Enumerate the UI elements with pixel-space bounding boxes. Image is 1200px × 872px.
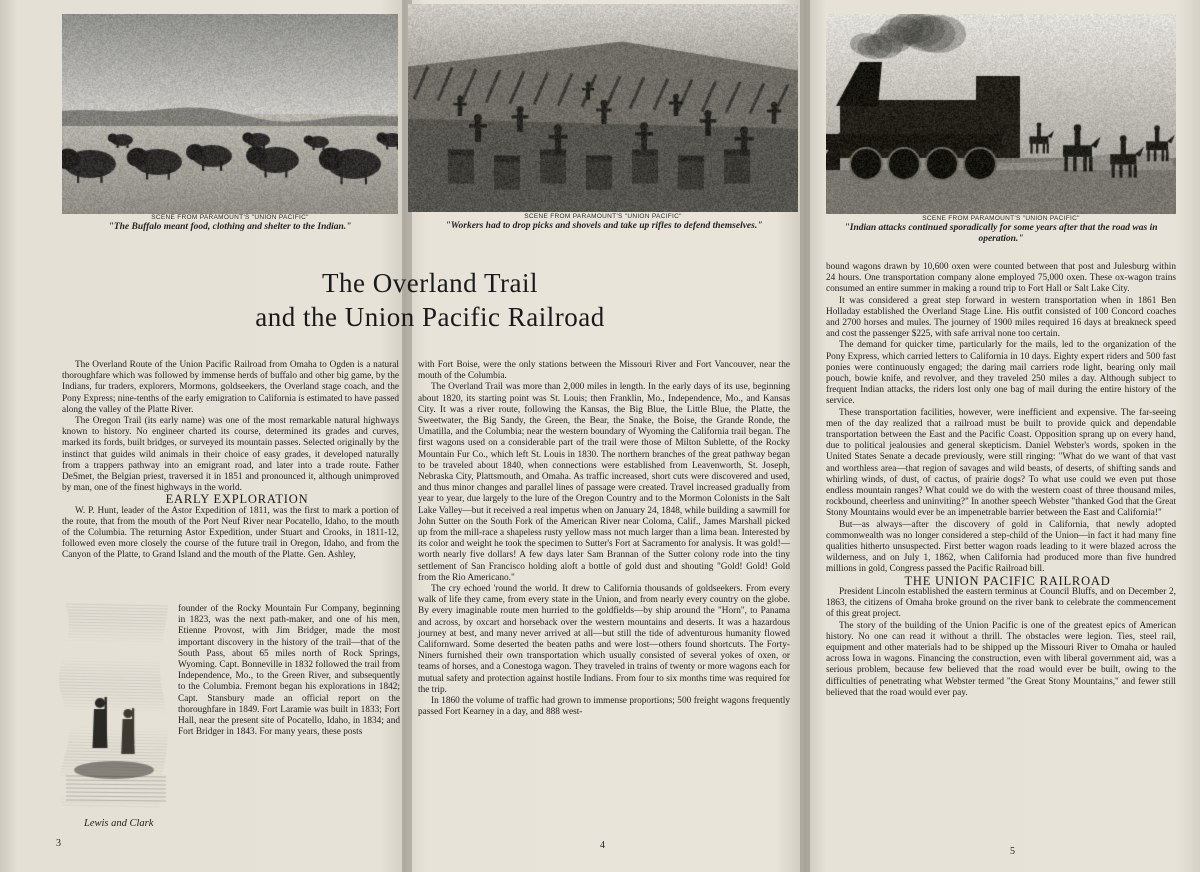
column-right xyxy=(826,262,1176,699)
buffalo-photo-caption: "The Buffalo meant food, clothing and shelter to the Indian." xyxy=(108,222,352,232)
paragraph: It was considered a great step forward in western transportation when in 1861 Ben Holladay established the Overland Stage Line. His outfit consisted of 100 Concord coaches and 2700 horses and mules. The journey of 1900 miles required 16 days at breakneck speed and cost the passenger $225, with safe arrival none too certain. xyxy=(826,295,1176,340)
paragraph: The Oregon Trail (its early name) was one of the most remarkable natural highways known to history. No engineer charted its course, determined its grades and curves, marked its fords, built bridges, or surveyed its mountain passes. Selected originally by the instinct that guides wild animals in their choice of easy grades, it developed naturally from a trappers pathway into an emigrant road, and later into a trade route. Father DeSmet, the Belgian priest, traversed it in 1851 and pronounced it, although unimproved by man, one of the finest highways in the world. xyxy=(62,416,399,494)
folio-right: 5 xyxy=(1010,846,1015,857)
paragraph: W. P. Hunt, leader of the Astor Expedition of 1811, was the first to mark a portion of the route, that from the mouth of the Port Neuf River near Pocatello, Idaho, to the mouth of the Columbia. The returning Astor Expedition, under Stuart and Crooks, in 1811-12, followed even more closely the course of the future trail in Oregon, Idaho, and from the Canyon of the Platte, to Grand Island and the mouth of the Platte. Gen. Ashley, xyxy=(62,505,399,561)
buffalo-photo xyxy=(62,14,398,214)
paragraph: The demand for quicker time, particularly for the mails, led to the organization of the Pony Express, which carried letters to California in 10 days. Eighty expert riders and 500 fast ponies were continuously engaged; the daring mail carriers rode light, bearing only mail pouch, bowie knife, and revolver, and they traveled 250 miles a day. Although subject to frequent Indian attacks, the riders lost only one bag of mail during the entire history of the service. xyxy=(826,340,1176,407)
paragraph: founder of the Rocky Mountain Fur Company, beginning in 1823, was the next path-maker, and one of his men, Etienne Provost, with Jim Bridger, made the most important discovery in the history of the trail—that of the South Pass, about 65 miles north of Rock Springs, Wyoming. Capt. Bonneville in 1832 followed the trail from Independence, Mo., to the Green River, and subsequently to the Columbia. Fremont began his explorations in 1842; Capt. Stansbury made an official report on the thoroughfare in 1849. Fort Laramie was built in 1833; Fort Hall, near the present site of Pocatello, Idaho, in 1834; and Fort Bridger in 1843. For many years, these posts xyxy=(178,604,400,738)
lewis-and-clark-illustration xyxy=(56,598,174,816)
vignette-caption: Lewis and Clark xyxy=(84,818,154,829)
folio-middle: 4 xyxy=(600,840,605,851)
title-line-2: and the Union Pacific Railroad xyxy=(255,302,605,332)
article-title xyxy=(60,266,800,334)
workers-photo xyxy=(408,4,798,212)
column-left xyxy=(62,360,399,562)
paragraph: These transportation facilities, however, were inefficient and expensive. The far-seeing men of the day realized that a railroad must be built to provide quick and dependable transportation between the East and the Pacific Coast. Opposition sprang up on every hand, due to political jealousies and general skepticism. Daniel Webster's words, spoken in the United States Senate a decade previously, were still ringing: "What do we want of that vast and worthless area—that region of savages and wild beasts, of deserts, of shifting sands and whirling winds, of dust, of cactus, of prairie dogs? To what use could we even put those endless mountain ranges? What could we do with the western coast of three thousand miles, rockbound, cheerless and uninviting?" In another speech Webster "thanked God that the Great Stony Mountains would ever be an impenetrable barrier between the East and California!" xyxy=(826,407,1176,519)
folio-left: 3 xyxy=(56,838,61,849)
workers-photo-credit: SCENE FROM PARAMOUNT'S "UNION PACIFIC" xyxy=(524,213,682,220)
locomotive-photo-caption: "Indian attacks continued sporadically for some years after that the road was in operation." xyxy=(844,223,1158,244)
paragraph: bound wagons drawn by 10,600 oxen were counted between that post and Julesburg within 24 hours. One transportation company alone employed 75,000 oxen. These ox-wagon trains consumed an entire summer in making a round trip to Fort Hall or Salt Lake City. xyxy=(826,262,1176,295)
workers-photo-caption: "Workers had to drop picks and shovels and take up rifles to defend themselves." xyxy=(445,221,763,231)
column-left-wrap xyxy=(178,604,400,738)
paragraph: with Fort Boise, were the only stations between the Missouri River and Fort Vancouver, near the mouth of the Columbia. xyxy=(418,360,790,382)
title-line-1: The Overland Trail xyxy=(322,268,538,298)
paragraph: But—as always—after the discovery of gold in California, that newly adopted commonwealth was no longer considered a step-child of the Union—in fact it had many fine qualities hitherto unsuspected. First better wagon roads leading to it were blazed across the wilderness, and on July 1, 1862, when California had produced more than five hundred millions in gold, Congress passed the Pacific Railroad bill. xyxy=(826,519,1176,575)
paragraph: The cry echoed 'round the world. It drew to California thousands of goldseekers. From every walk of life they came, from every state in the Union, and from nearly every country on the globe. By every imaginable route men hurried to the goldfields—by ship around the "Horn", to Panama and across, by oxcart and horseback over the western mountains and deserts. It was a hazardous journey at best, and many never arrived at all—but still the tide of adventurous humanity flowed Californward. Some deserted the beaten paths and were lost—others found shortcuts. The Forty-Niners furnished their own transportation which usually consisted of several yokes of oxen, or teams of horses, and a Conestoga wagon. They traveled in trains of twenty or more wagons each for mutual safety and protection against hostile Indians. From four to six months time was required for the trip. xyxy=(418,584,790,695)
paragraph: President Lincoln established the eastern terminus at Council Bluffs, and on December 2, 1863, the citizens of Omaha broke ground on the river bank to celebrate the commencement of this great project. xyxy=(826,586,1176,620)
buffalo-photo-credit: SCENE FROM PARAMOUNT'S "UNION PACIFIC" xyxy=(151,214,309,221)
locomotive-photo xyxy=(826,14,1176,214)
paragraph: In 1860 the volume of traffic had grown to immense proportions; 500 freight wagons frequently passed Fort Kearney in a day, and 888 west- xyxy=(418,696,790,718)
paragraph: The Overland Trail was more than 2,000 miles in length. In the early days of its use, beginning about 1820, its starting point was St. Louis; then Franklin, Mo., Independence, Mo., and Kansas City. It was a river route, following the Kansas, the Big Blue, the Little Blue, the Platte, the Sweetwater, the Big Sandy, the Green, the Bear, the Snake, the Boise, the Grande Ronde, the Umatilla, and the Columbia; near the western boundary of Wyoming the California trail began. The first wagons used on a considerable part of the trail were those of Milton Sublette, of the Rocky Mountain Fur Co., which left St. Louis in 1830. The northern branches of the great pathway began to be traveled about 1840, when connections were established from Leavenworth, St. Joseph, Nebraska City, Plattsmouth, and Omaha. As traffic increased, short cuts were discovered and used, and thus minor changes and parallel lines of passage were created. Travel increased gradually from year to year, due largely to the lure of the Oregon Country and to the Mormon Colonists in the Salt Lake Valley—but it received a real impetus when on January 24, 1848, while building a sawmill for John Sutter on the South Fork of the American River near Coloma, Calif., James Marshall picked up from the mill-race a shapeless rusty yellow mass not much larger than a lima bean. Interested by its color and weight he took the specimen to Sutter's Fort at Sacramento for analysis. It was gold!—worth nearly five dollars! A few days later Sam Brannan of the Sutter colony rode into the tiny settlement of San Francisco holding aloft a bottle of gold dust and shouting "Gold! Gold! Gold from the Rio Americano." xyxy=(418,382,790,583)
section-heading-union-pacific-railroad: THE UNION PACIFIC RAILROAD xyxy=(904,573,1111,588)
column-middle xyxy=(418,360,790,719)
paragraph: The story of the building of the Union Pacific is one of the greatest epics of American history. No one can read it without a thrill. The obstacles were legion. Ties, steel rail, equipment and other materials had to be shipped up the Missouri River to Omaha or hauled across Iowa in wagons. Financing the construction, even with liberal government aid, was a serious problem, because few believed that the road would ever be built, owing to the difficulties of penetrating what Webster termed "the Great Stony Mountains," and fewer still believed that the road would ever pay. xyxy=(826,620,1176,698)
gutter-right xyxy=(800,0,810,872)
locomotive-photo-credit: SCENE FROM PARAMOUNT'S "UNION PACIFIC" xyxy=(922,215,1080,222)
section-heading-early-exploration: EARLY EXPLORATION xyxy=(165,492,309,507)
paragraph: The Overland Route of the Union Pacific Railroad from Omaha to Ogden is a natural thoroughfare which was followed by immense herds of buffalo and other big game, by the Indians, fur traders, explorers, Mormons, goldseekers, the Overland stage coach, and the Pony Express; nine-tenths of the early emigration to California is estimated to have passed along the valley of the Platte River. xyxy=(62,360,399,415)
